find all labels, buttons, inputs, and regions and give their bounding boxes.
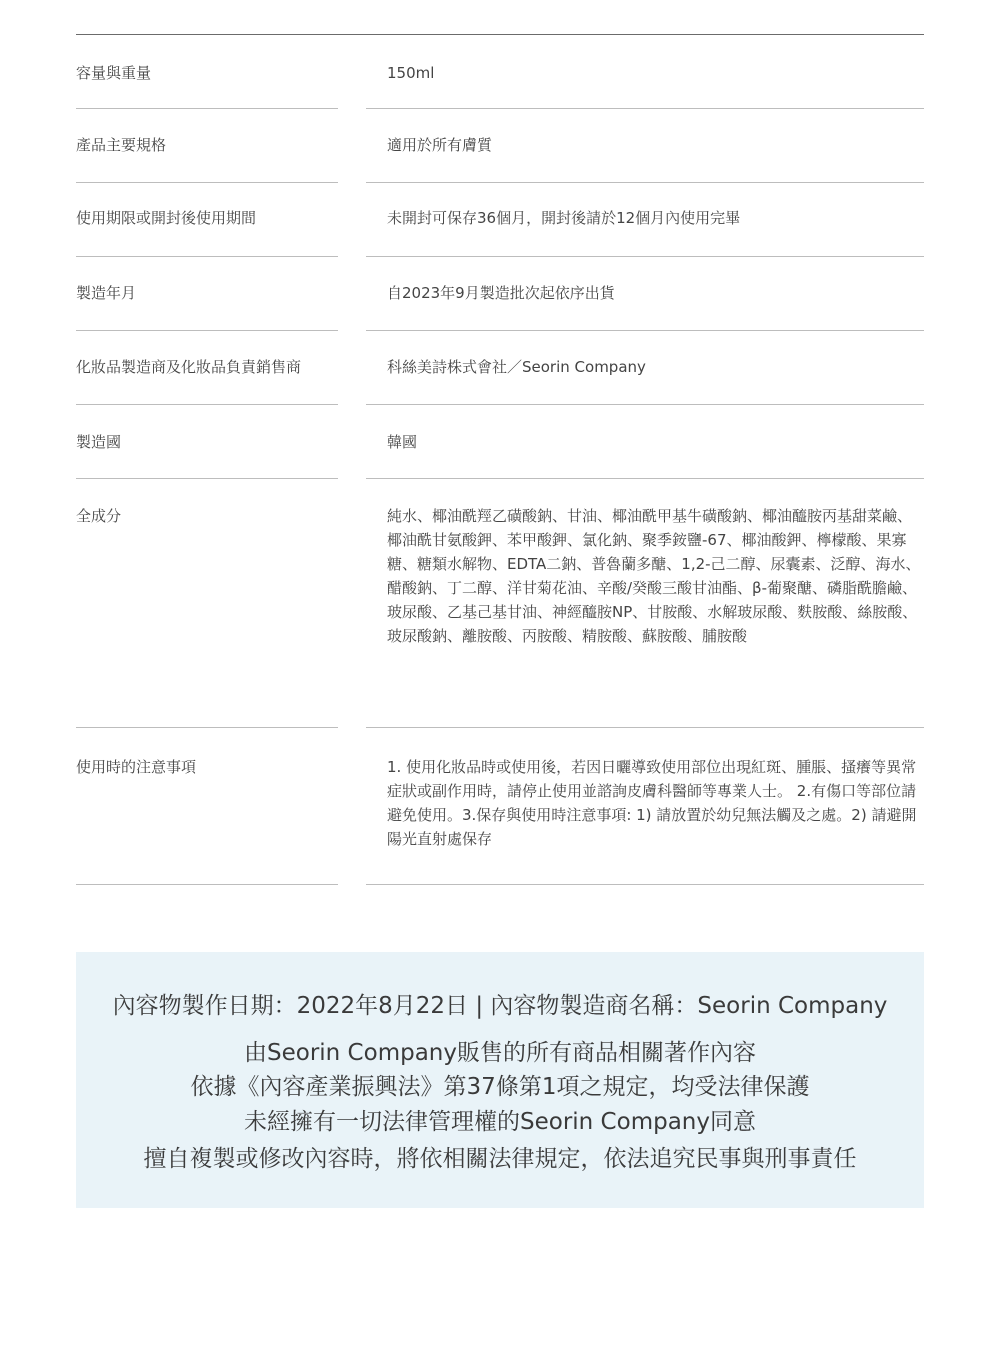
spec-label: 使用期限或開封後使用期間 bbox=[76, 209, 257, 227]
row-divider-right bbox=[366, 404, 924, 405]
row-divider-left bbox=[76, 330, 338, 331]
spec-label: 製造國 bbox=[76, 433, 122, 451]
notice-line: 依據《內容產業振興法》第37條第1項之規定，均受法律保護 bbox=[190, 1074, 810, 1100]
row-divider-left bbox=[76, 727, 338, 728]
spec-value: 適用於所有膚質 bbox=[387, 136, 493, 154]
notice-line: 內容物製作日期：2022年8月22日 | 內容物製造商名稱：Seorin Company bbox=[112, 993, 888, 1019]
row-divider-right bbox=[366, 478, 924, 479]
spec-label: 產品主要規格 bbox=[76, 136, 167, 154]
notice-line: 未經擁有一切法律管理權的Seorin Company同意 bbox=[244, 1109, 756, 1135]
row-divider-right bbox=[366, 108, 924, 109]
spec-value: 自2023年9月製造批次起依序出貨 bbox=[387, 284, 615, 302]
notice-line: 擅自複製或修改內容時，將依相關法律規定，依法追究民事與刑事責任 bbox=[143, 1146, 857, 1172]
row-divider-right bbox=[366, 256, 924, 257]
row-divider-left bbox=[76, 256, 338, 257]
row-divider-right bbox=[366, 182, 924, 183]
row-divider-left bbox=[76, 478, 338, 479]
row-divider-left bbox=[76, 884, 338, 885]
spec-value: 未開封可保存36個月，開封後請於12個月內使用完畢 bbox=[387, 209, 741, 227]
spec-label: 化妝品製造商及化妝品負責銷售商 bbox=[76, 358, 302, 376]
row-divider-right bbox=[366, 330, 924, 331]
row-divider-right bbox=[366, 727, 924, 728]
row-divider-left bbox=[76, 404, 338, 405]
spec-label: 製造年月 bbox=[76, 284, 137, 302]
notice-line: 由Seorin Company販售的所有商品相關著作內容 bbox=[244, 1040, 756, 1066]
spec-label: 使用時的注意事項 bbox=[76, 758, 197, 776]
spec-label: 全成分 bbox=[76, 507, 122, 525]
spec-value: 純水、椰油酰羥乙磺酸鈉、甘油、椰油酰甲基牛磺酸鈉、椰油醯胺丙基甜菜鹼、椰油酰甘氨酸鉀、苯甲酸鉀、氯化鈉、聚季銨鹽-67、椰油酸鉀、檸檬酸、果寡糖、糖類水解物、EDTA二鈉、普魯蘭多醣、1,2-己二醇、尿囊素、泛醇、海水、醋酸鈉、丁二醇、洋甘菊花油、辛酸/癸酸三酸甘油酯、β-葡聚醣、磷脂酰膽鹼、玻尿酸、乙基己基甘油、神經醯胺NP、甘胺酸、水解玻尿酸、麩胺酸、絲胺酸、玻尿酸鈉、離胺酸、丙胺酸、精胺酸、蘇胺酸、脯胺酸 bbox=[387, 507, 921, 645]
row-divider-left bbox=[76, 108, 338, 109]
spec-value: 韓國 bbox=[387, 433, 418, 451]
row-divider-left bbox=[76, 182, 338, 183]
spec-value: 1. 使用化妝品時或使用後，若因日曬導致使用部位出現紅斑、腫脹、搔癢等異常症狀或副作用時，請停止使用並諮詢皮膚科醫師等專業人士。 2.有傷口等部位請避免使用。3.保存與使用時注意事項: 1) 請放置於幼兒無法觸及之處。2) 請避開陽光直射處保存 bbox=[387, 758, 917, 848]
spec-value: 150ml bbox=[387, 64, 435, 82]
row-divider-right bbox=[366, 884, 924, 885]
spec-value: 科絲美詩株式會社／Seorin Company bbox=[387, 358, 646, 376]
copyright-notice bbox=[76, 952, 924, 1208]
spec-label: 容量與重量 bbox=[76, 64, 152, 82]
table-top-rule bbox=[76, 34, 924, 35]
